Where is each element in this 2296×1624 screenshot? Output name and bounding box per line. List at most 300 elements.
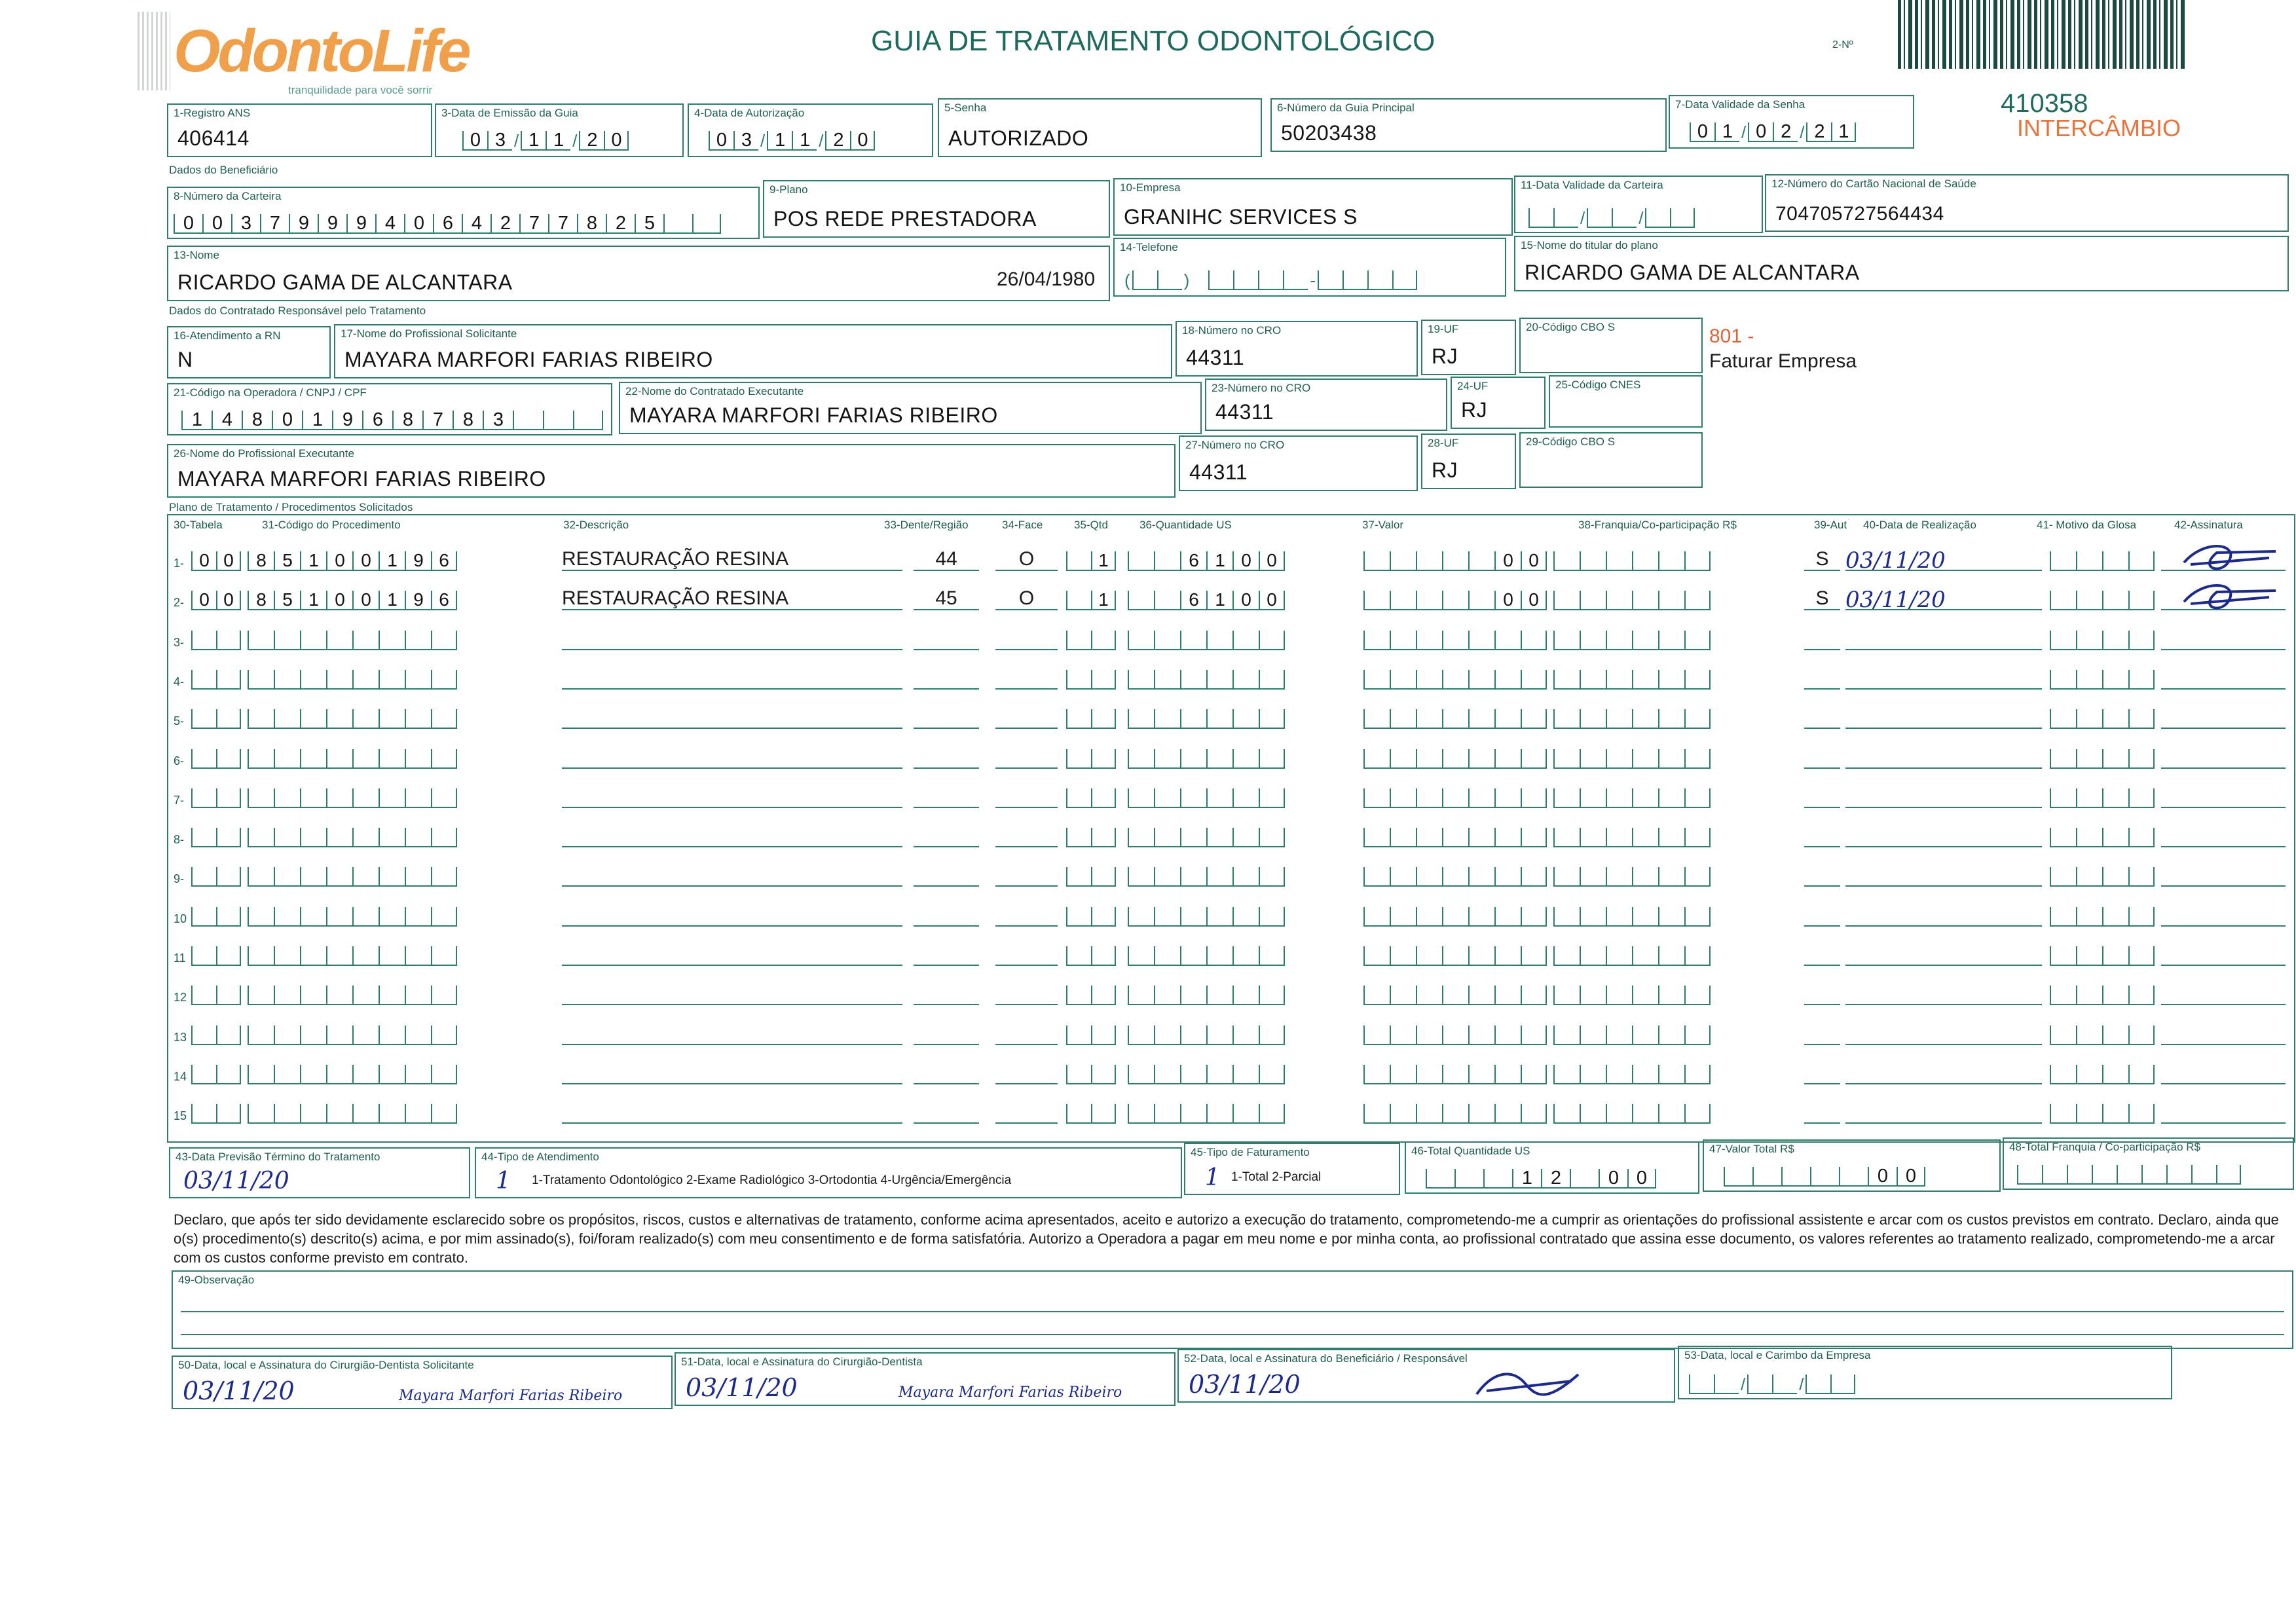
field-atendimento-rn[interactable] [167, 326, 331, 378]
tabela-cells[interactable] [191, 628, 241, 650]
qtd-cells[interactable] [1066, 707, 1116, 729]
codigo-cells[interactable] [248, 667, 457, 690]
aut-field[interactable] [1804, 1062, 1840, 1084]
qtd-us-cells[interactable] [1128, 1062, 1285, 1084]
franquia-cells[interactable] [1553, 864, 1711, 887]
digit-cell [1658, 907, 1684, 927]
tabela-cells[interactable] [191, 864, 241, 887]
tabela-cells[interactable] [191, 588, 241, 610]
assinatura-field[interactable] [2161, 983, 2286, 1005]
assinatura-field[interactable] [2161, 904, 2286, 927]
field-total-franquia[interactable] [2003, 1137, 2294, 1190]
field-validade-carteira[interactable] [1514, 175, 1763, 233]
motivo-glosa-cells[interactable] [2050, 1101, 2155, 1124]
face-field[interactable] [995, 786, 1058, 808]
motivo-glosa-cells[interactable] [2050, 904, 2155, 927]
descricao-field[interactable] [562, 628, 902, 650]
field-previsao-termino[interactable] [169, 1147, 470, 1198]
tabela-cells[interactable] [191, 944, 241, 966]
franquia-cells[interactable] [1553, 549, 1711, 571]
tabela-cells[interactable] [191, 1023, 241, 1045]
face-field[interactable] [995, 864, 1058, 887]
field-telefone[interactable] [1113, 238, 1506, 297]
digit-cell [2128, 1025, 2155, 1045]
digit-cell [2076, 907, 2102, 927]
motivo-glosa-cells[interactable] [2050, 864, 2155, 887]
codigo-cells[interactable] [248, 825, 457, 847]
valor-cells[interactable] [1363, 944, 1547, 966]
face-field[interactable] [995, 628, 1058, 650]
qtd-cells[interactable] [1066, 549, 1116, 571]
codigo-cells[interactable] [248, 786, 457, 808]
valor-cells[interactable] [1363, 825, 1547, 847]
codigo-cells[interactable] [248, 707, 457, 729]
motivo-glosa-cells[interactable] [2050, 825, 2155, 847]
digit-cell: 0 [202, 214, 231, 234]
digit-cell [2050, 709, 2076, 729]
franquia-cells[interactable] [1553, 667, 1711, 690]
valor-cells[interactable] [1363, 1062, 1547, 1084]
digit-cell: 1 [1206, 551, 1232, 571]
digit-cell [1606, 1065, 1632, 1084]
digit-cell [1363, 907, 1390, 927]
aut-field[interactable] [1804, 667, 1840, 690]
motivo-glosa-cells[interactable] [2050, 588, 2155, 610]
descricao-field[interactable] [562, 707, 902, 729]
field-prof-executante[interactable] [167, 444, 1176, 498]
face-field[interactable] [995, 1023, 1058, 1045]
tabela-cells[interactable] [191, 747, 241, 769]
assinatura-field[interactable] [2161, 747, 2286, 769]
aut-field[interactable] [1804, 864, 1840, 887]
field-data-autorizacao[interactable] [688, 103, 933, 157]
descricao-field[interactable] [562, 1062, 902, 1084]
tabela-cells[interactable] [191, 1062, 241, 1084]
codigo-cells[interactable] [248, 747, 457, 769]
tabela-cells[interactable] [191, 983, 241, 1005]
franquia-cells[interactable] [1553, 628, 1711, 650]
digit-cell [1232, 907, 1259, 927]
tipo-faturamento-options: 1-Total 2-Parcial [1231, 1170, 1322, 1184]
field-plano[interactable] [763, 180, 1110, 238]
qtd-cells[interactable] [1066, 825, 1116, 847]
codigo-cells[interactable] [248, 1023, 457, 1045]
assinatura-field[interactable] [2161, 1062, 2286, 1084]
digit-cell [1066, 631, 1091, 650]
dente-field[interactable] [914, 1062, 979, 1084]
digit-cell [1363, 946, 1390, 966]
aut-field[interactable] [1804, 983, 1840, 1005]
descricao-field[interactable] [562, 864, 902, 887]
digit-cell [191, 631, 216, 650]
codigo-cells[interactable] [248, 864, 457, 887]
valor-cells[interactable] [1363, 707, 1547, 729]
qtd-cells[interactable] [1066, 944, 1116, 966]
franquia-cells[interactable] [1553, 944, 1711, 966]
assinatura-field[interactable] [2161, 1101, 2286, 1124]
field-registro-ans[interactable] [167, 103, 432, 157]
assinatura-field[interactable] [2161, 1023, 2286, 1045]
field-carteira[interactable] [167, 187, 760, 239]
face-field[interactable] [995, 747, 1058, 769]
digit-cell: 0 [404, 214, 433, 234]
qtd-cells[interactable] [1066, 628, 1116, 650]
qtd-us-cells[interactable] [1128, 1101, 1285, 1124]
field-cns[interactable] [1765, 174, 2289, 232]
digit-cell [405, 1025, 431, 1045]
aut-field[interactable] [1804, 1023, 1840, 1045]
data-realizacao-field[interactable] [1845, 666, 2042, 690]
qtd-us-cells[interactable] [1128, 549, 1285, 571]
motivo-glosa-cells[interactable] [2050, 944, 2155, 966]
aut-field[interactable] [1804, 825, 1840, 847]
digit-cell [379, 986, 405, 1005]
contratado-executante-value: MAYARA MARFORI FARIAS RIBEIRO [629, 403, 998, 427]
qtd-cells[interactable] [1066, 1101, 1116, 1124]
franquia-cells[interactable] [1553, 1101, 1711, 1124]
aut-field[interactable] [1804, 628, 1840, 650]
digit-cell [352, 1065, 379, 1084]
assinatura-field[interactable] [2161, 944, 2286, 966]
field-label: 25-Código CNES [1555, 378, 1641, 391]
digit-cell [2076, 709, 2102, 729]
digit-cell [1606, 591, 1632, 610]
digit-cell [191, 1065, 216, 1084]
field-assinatura-beneficiario[interactable] [1177, 1349, 1675, 1403]
data-realizacao-field[interactable]: 03/11/20 [1845, 587, 2042, 610]
motivo-glosa-cells[interactable] [2050, 1062, 2155, 1084]
descricao-field[interactable] [562, 747, 902, 769]
face-field[interactable] [995, 1101, 1058, 1124]
dente-field[interactable] [914, 707, 979, 729]
franquia-cells[interactable] [1553, 825, 1711, 847]
codigo-cells[interactable] [248, 1101, 457, 1124]
valor-cells[interactable] [1363, 864, 1547, 887]
descricao-field[interactable] [562, 1101, 902, 1124]
field-assinatura-solicitante[interactable] [172, 1356, 673, 1409]
motivo-glosa-cells[interactable] [2050, 628, 2155, 650]
tabela-cells[interactable] [191, 667, 241, 690]
qtd-us-cells[interactable] [1128, 825, 1285, 847]
field-empresa[interactable] [1113, 178, 1513, 236]
qtd-cells[interactable] [1066, 747, 1116, 769]
dente-field[interactable]: 44 [914, 549, 979, 571]
field-carimbo-empresa[interactable] [1678, 1346, 2172, 1399]
column-header: 41- Motivo da Glosa [2037, 519, 2137, 531]
digit-cell [1259, 670, 1285, 690]
face-field[interactable] [995, 904, 1058, 927]
digit-cell [1180, 631, 1206, 650]
field-nome[interactable] [167, 246, 1110, 301]
dente-field[interactable] [914, 786, 979, 808]
aut-field[interactable] [1804, 944, 1840, 966]
dente-field[interactable] [914, 747, 979, 769]
digit-cell [1521, 1025, 1547, 1045]
field-tipo-faturamento[interactable] [1184, 1143, 1400, 1195]
franquia-cells[interactable] [1553, 1023, 1711, 1045]
digit-cell [1553, 670, 1580, 690]
data-realizacao-field[interactable] [1845, 745, 2042, 769]
note-code: 801 - [1709, 325, 1754, 347]
descricao-field[interactable] [562, 983, 902, 1005]
aut-field[interactable] [1804, 1101, 1840, 1124]
descricao-field[interactable] [562, 825, 902, 847]
tabela-cells[interactable] [191, 825, 241, 847]
tabela-cells[interactable] [191, 786, 241, 808]
valor-cells[interactable] [1363, 628, 1547, 650]
valor-cells[interactable] [1363, 588, 1547, 610]
field-label: 49-Observação [178, 1274, 255, 1286]
assinatura-field[interactable] [2161, 628, 2286, 650]
data-realizacao-field[interactable] [1845, 863, 2042, 887]
field-label: 22-Nome do Contratado Executante [625, 385, 804, 397]
codigo-cells[interactable] [248, 983, 457, 1005]
motivo-glosa-cells[interactable] [2050, 747, 2155, 769]
descricao-field[interactable] [562, 904, 902, 927]
data-realizacao-field[interactable] [1845, 982, 2042, 1005]
field-titular[interactable] [1514, 236, 2289, 291]
aut-field[interactable] [1804, 904, 1840, 927]
digit-cell [216, 631, 241, 650]
qtd-us-cells[interactable] [1128, 707, 1285, 729]
field-prof-solicitante[interactable] [334, 324, 1172, 378]
digit-cell [1416, 907, 1442, 927]
qtd-us-cells[interactable] [1128, 786, 1285, 808]
dente-field[interactable] [914, 904, 979, 927]
digit-cell [2076, 867, 2102, 887]
field-validade-senha[interactable] [1669, 95, 1914, 149]
aut-field[interactable] [1804, 707, 1840, 729]
face-field[interactable] [995, 983, 1058, 1005]
dente-field[interactable] [914, 1101, 979, 1124]
qtd-us-cells[interactable] [1128, 864, 1285, 887]
digit-cell: 0 [1232, 591, 1259, 610]
face-field[interactable]: O [995, 588, 1058, 610]
field-cro-executante[interactable] [1205, 378, 1447, 431]
digit-cell [1232, 788, 1259, 808]
field-valor-total[interactable] [1703, 1139, 2001, 1192]
aut-field[interactable] [1804, 786, 1840, 808]
descricao-field[interactable] [562, 944, 902, 966]
descricao-field[interactable] [562, 667, 902, 690]
valor-cells[interactable] [1363, 1023, 1547, 1045]
motivo-glosa-cells[interactable] [2050, 1023, 2155, 1045]
valor-cells[interactable] [1363, 786, 1547, 808]
digit-cell [379, 631, 405, 650]
field-uf-solicitante[interactable] [1421, 320, 1516, 375]
digit-cell [352, 1104, 379, 1124]
franquia-cells[interactable] [1553, 588, 1711, 610]
valor-cells[interactable] [1363, 549, 1547, 571]
qtd-us-cells[interactable] [1128, 983, 1285, 1005]
digit-cell [1658, 749, 1684, 769]
qtd-cells[interactable] [1066, 983, 1116, 1005]
qtd-us-cells[interactable] [1128, 628, 1285, 650]
field-senha[interactable] [938, 98, 1262, 157]
dente-field[interactable] [914, 667, 979, 690]
digit-cell [1154, 670, 1180, 690]
qtd-us-cells[interactable] [1128, 588, 1285, 610]
digit-cell [1232, 1065, 1259, 1084]
motivo-glosa-cells[interactable] [2050, 786, 2155, 808]
field-assinatura-dentista[interactable] [675, 1352, 1176, 1406]
data-realizacao-field[interactable] [1845, 1100, 2042, 1124]
digit-cell [1521, 670, 1547, 690]
field-uf-executante[interactable] [1451, 377, 1546, 429]
qtd-us-cells[interactable] [1128, 667, 1285, 690]
assinatura-field[interactable] [2161, 707, 2286, 729]
digit-cell [1180, 828, 1206, 847]
codigo-cells[interactable] [248, 1062, 457, 1084]
franquia-cells[interactable] [1553, 983, 1711, 1005]
assinatura-field[interactable] [2161, 667, 2286, 690]
codigo-cells[interactable] [248, 628, 457, 650]
assinatura-field[interactable] [2161, 786, 2286, 808]
tabela-cells[interactable] [191, 904, 241, 927]
motivo-glosa-cells[interactable] [2050, 667, 2155, 690]
descricao-field[interactable]: RESTAURAÇÃO RESINA [562, 588, 902, 610]
codigo-cells[interactable] [248, 944, 457, 966]
field-total-us[interactable] [1405, 1141, 1699, 1194]
face-field[interactable] [995, 707, 1058, 729]
field-cbo-solicitante[interactable] [1519, 318, 1703, 373]
tipo-faturamento-value: 1 [1205, 1164, 1220, 1191]
tabela-cells[interactable] [191, 549, 241, 571]
digit-cell [1154, 907, 1180, 927]
digit-cell [1494, 631, 1521, 650]
face-field[interactable] [995, 944, 1058, 966]
row-signature-scribble [2177, 540, 2282, 572]
data-realizacao-field[interactable] [1845, 1022, 2042, 1045]
data-realizacao-field[interactable] [1845, 627, 2042, 650]
codigo-cells[interactable] [248, 549, 457, 571]
field-observacao[interactable] [172, 1270, 2293, 1349]
motivo-glosa-cells[interactable] [2050, 707, 2155, 729]
valor-cells[interactable] [1363, 1101, 1547, 1124]
dente-field[interactable] [914, 628, 979, 650]
qtd-us-cells[interactable] [1128, 944, 1285, 966]
face-field[interactable] [995, 1062, 1058, 1084]
digit-cell [352, 907, 379, 927]
aut-field[interactable] [1804, 747, 1840, 769]
descricao-field[interactable] [562, 1023, 902, 1045]
data-realizacao-field[interactable]: 03/11/20 [1845, 547, 2042, 571]
codigo-cells[interactable] [248, 588, 457, 610]
data-realizacao-field[interactable] [1845, 1061, 2042, 1084]
field-label: 51-Data, local e Assinatura do Cirurgião-Dentista [681, 1356, 923, 1368]
data-realizacao-field[interactable] [1845, 824, 2042, 847]
digit-cell: 2 [491, 214, 519, 234]
digit-cell: 6 [362, 411, 392, 430]
digit-cell: 1 [1206, 591, 1232, 610]
aut-field[interactable]: S [1804, 549, 1840, 571]
face-field[interactable] [995, 825, 1058, 847]
digit-cell [1580, 946, 1606, 966]
descricao-field[interactable] [562, 786, 902, 808]
digit-cell [2076, 631, 2102, 650]
uf-profissional-value: RJ [1432, 458, 1458, 482]
digit-cell [431, 1025, 457, 1045]
aut-field[interactable]: S [1804, 588, 1840, 610]
qtd-cells[interactable] [1066, 904, 1116, 927]
digit-cell [1658, 631, 1684, 650]
tabela-cells[interactable] [191, 707, 241, 729]
valor-cells[interactable] [1363, 904, 1547, 927]
digit-cell: 1 [1091, 591, 1116, 610]
digit-cell [405, 709, 431, 729]
digit-cell [1363, 788, 1390, 808]
field-codigo-operadora[interactable] [167, 383, 612, 435]
qtd-us-cells[interactable] [1128, 904, 1285, 927]
tabela-cells[interactable] [191, 1101, 241, 1124]
dente-field[interactable] [914, 944, 979, 966]
dente-field[interactable] [914, 1023, 979, 1045]
digit-cell [2050, 551, 2076, 571]
franquia-cells[interactable] [1553, 786, 1711, 808]
dente-field[interactable] [914, 983, 979, 1005]
data-realizacao-field[interactable] [1845, 705, 2042, 729]
qtd-cells[interactable] [1066, 1062, 1116, 1084]
motivo-glosa-cells[interactable] [2050, 549, 2155, 571]
data-realizacao-field[interactable] [1845, 903, 2042, 927]
franquia-cells[interactable] [1553, 707, 1711, 729]
row-number: 15 [174, 1109, 187, 1123]
qtd-cells[interactable] [1066, 864, 1116, 887]
digit-cell [1180, 1065, 1206, 1084]
qtd-cells[interactable] [1066, 786, 1116, 808]
assinatura-field[interactable] [2161, 825, 2286, 847]
dente-field[interactable] [914, 864, 979, 887]
data-realizacao-field[interactable] [1845, 942, 2042, 966]
motivo-glosa-cells[interactable] [2050, 983, 2155, 1005]
qtd-cells[interactable] [1066, 588, 1116, 610]
field-tipo-atendimento[interactable] [475, 1147, 1182, 1198]
assinatura-field[interactable] [2161, 864, 2286, 887]
dente-field[interactable]: 45 [914, 588, 979, 610]
franquia-cells[interactable] [1553, 1062, 1711, 1084]
field-cnes[interactable] [1549, 375, 1703, 428]
dente-field[interactable] [914, 825, 979, 847]
digit-cell [1494, 946, 1521, 966]
valor-cells[interactable] [1363, 667, 1547, 690]
valor-cells[interactable] [1363, 983, 1547, 1005]
qtd-cells[interactable] [1066, 1023, 1116, 1045]
digit-cell [1494, 670, 1521, 690]
codigo-cells[interactable] [248, 904, 457, 927]
field-uf-profissional[interactable] [1421, 434, 1516, 489]
face-field[interactable] [995, 667, 1058, 690]
field-data-emissao[interactable] [435, 103, 684, 157]
digit-cell: 1 [1831, 122, 1856, 142]
franquia-cells[interactable] [1553, 747, 1711, 769]
digit-cell: 1 [1512, 1169, 1541, 1189]
field-cbo-profissional[interactable] [1519, 432, 1703, 488]
field-cro-profissional[interactable] [1179, 435, 1418, 491]
data-realizacao-field[interactable] [1845, 784, 2042, 808]
qtd-cells[interactable] [1066, 667, 1116, 690]
field-guia-principal[interactable] [1270, 98, 1667, 152]
field-contratado-executante[interactable] [619, 382, 1202, 434]
valor-cells[interactable] [1363, 747, 1547, 769]
digit-cell [1180, 749, 1206, 769]
field-cro-solicitante[interactable] [1176, 321, 1418, 377]
franquia-cells[interactable] [1553, 904, 1711, 927]
qtd-us-cells[interactable] [1128, 747, 1285, 769]
qtd-us-cells[interactable] [1128, 1023, 1285, 1045]
face-field[interactable]: O [995, 549, 1058, 571]
descricao-field[interactable]: RESTAURAÇÃO RESINA [562, 549, 902, 571]
digit-cell [300, 749, 326, 769]
